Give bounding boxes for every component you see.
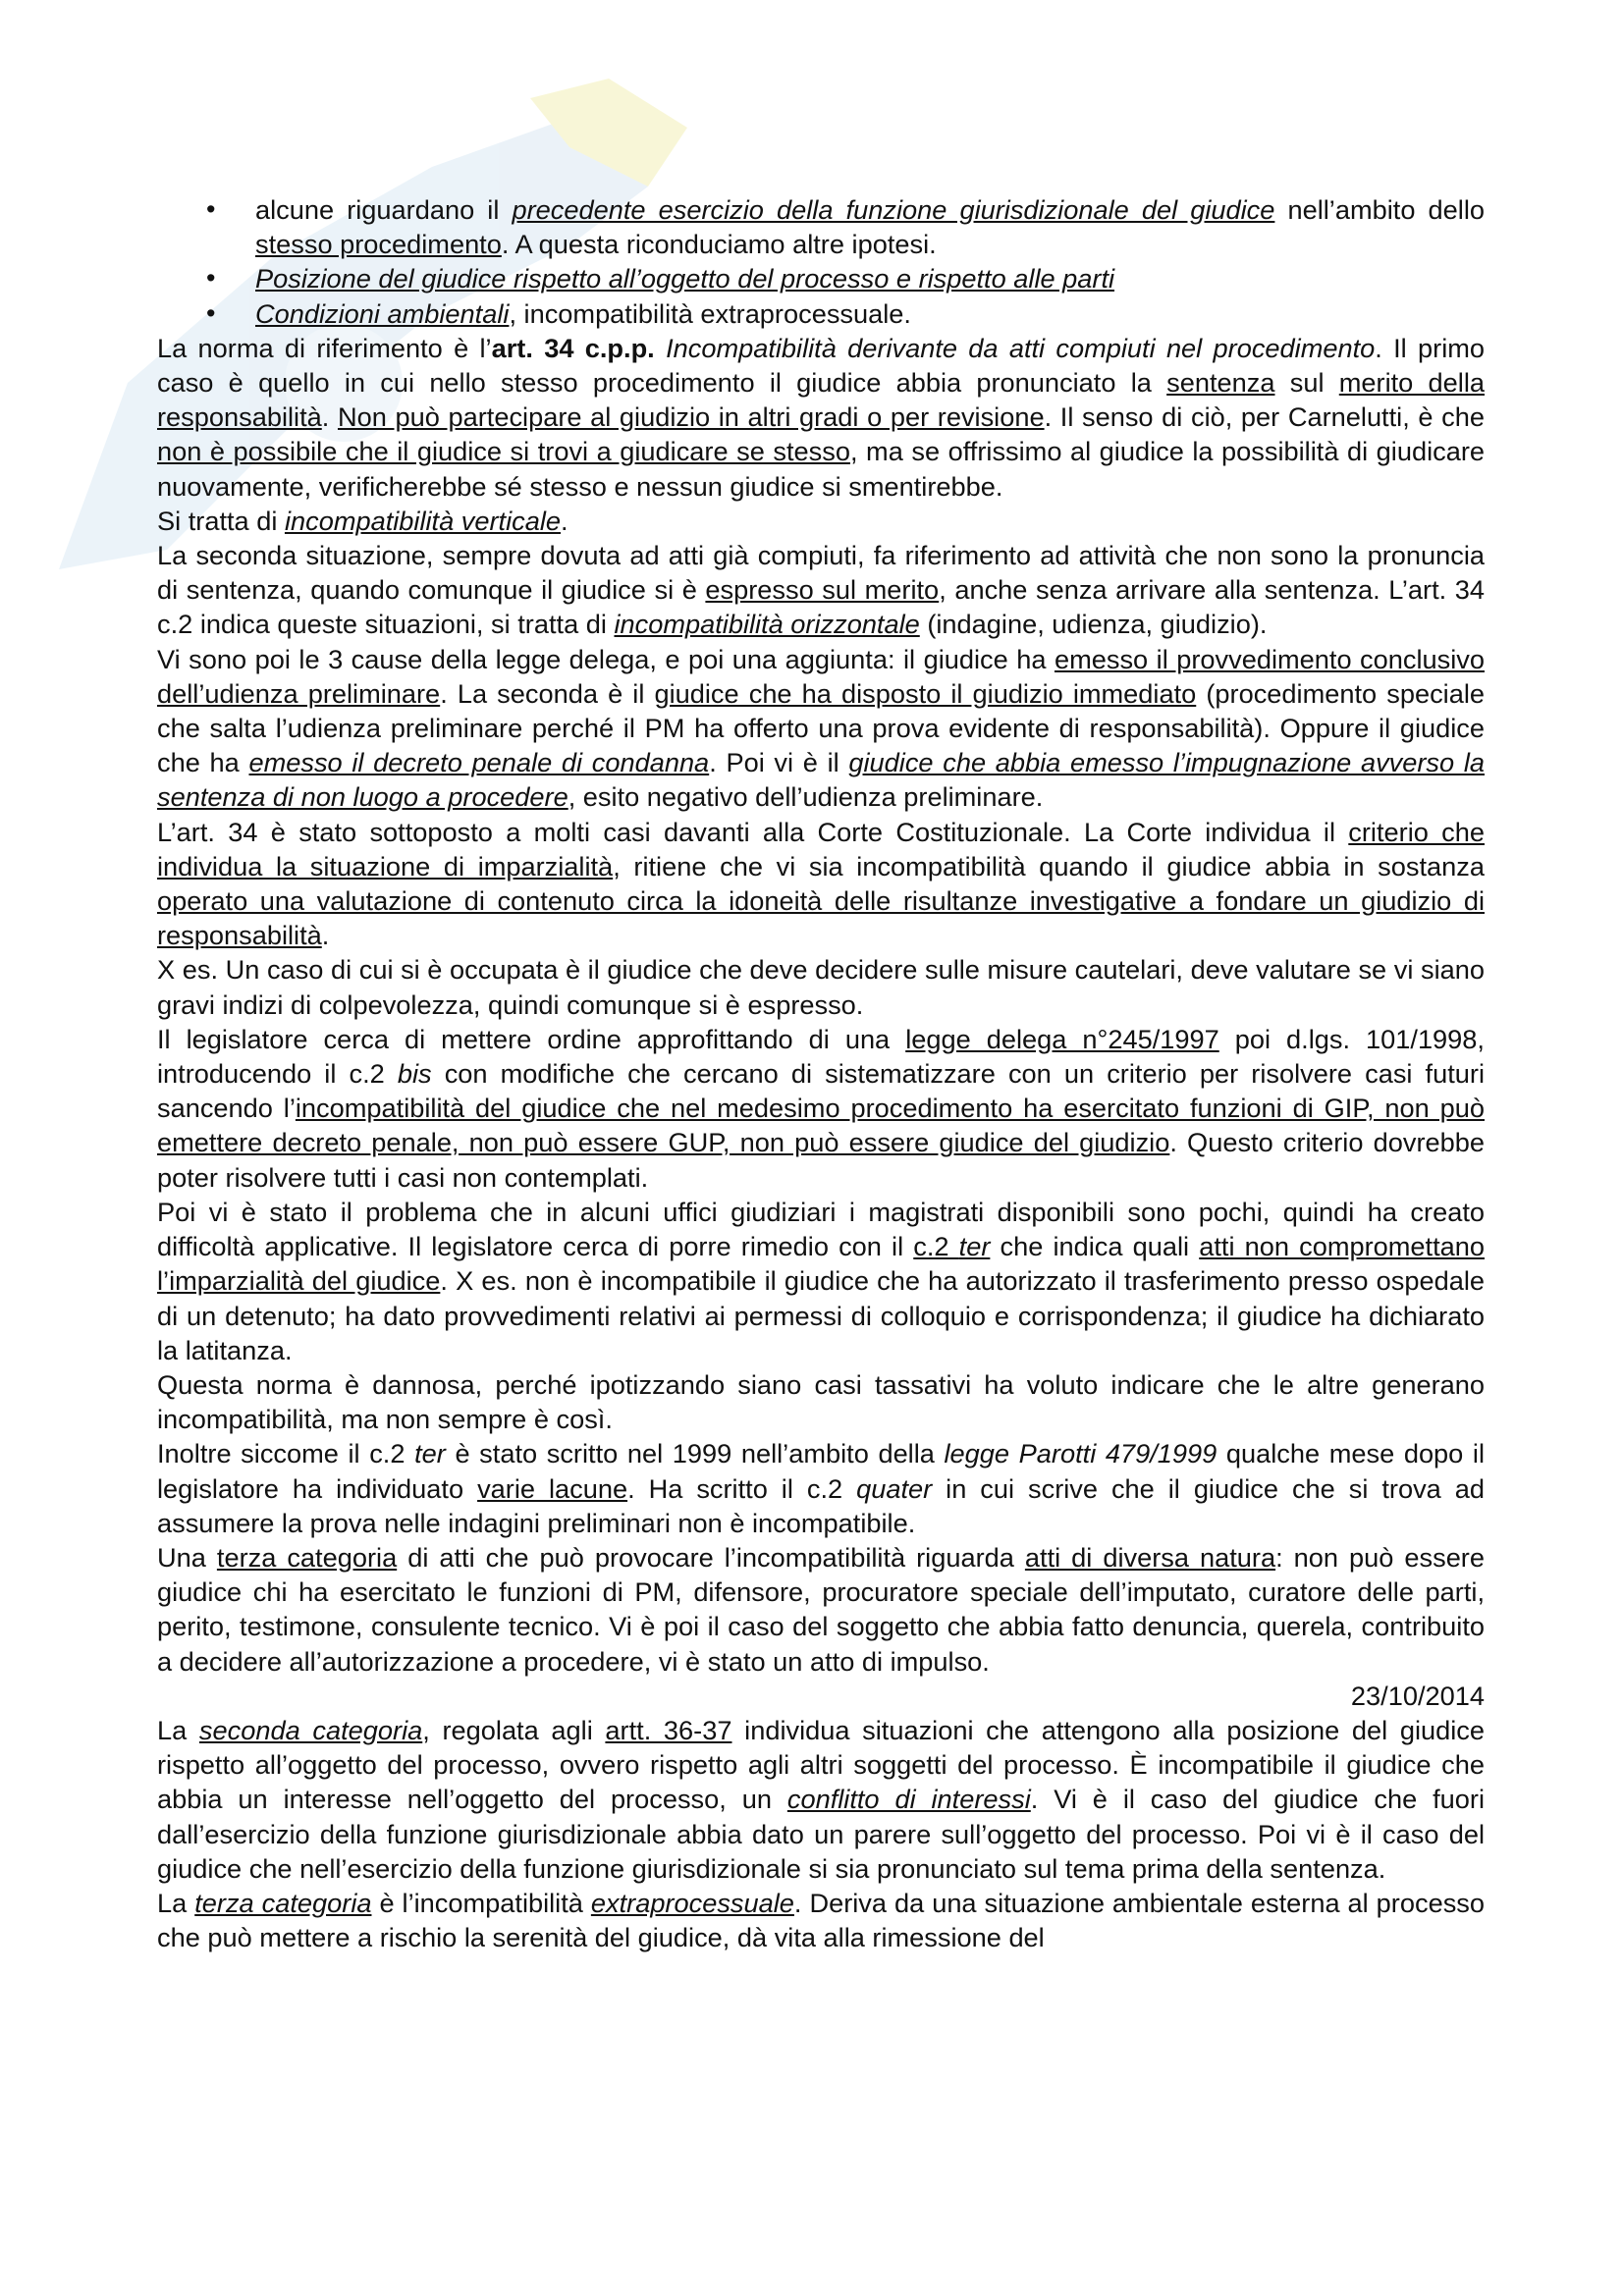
text-run: nell’ambito dello xyxy=(1274,194,1485,225)
bullet-item xyxy=(157,261,1485,295)
lecture-date: 23/10/2014 xyxy=(1350,1680,1485,1711)
text-run: . X es. non è incompatibile il giudice che ha autorizzato il trasferimento presso ospedale di un detenuto; ha dato provvedimenti relativi ai permessi di colloquio e corrispondenza; il giudice ha dichiarato la latitanza. xyxy=(157,1265,1485,1365)
paragraph xyxy=(157,1367,1485,1436)
text-run: Vi sono poi le 3 cause della legge delega, e poi una aggiunta: il giudice ha xyxy=(157,643,1055,674)
text-run: , incompatibilità extraprocessuale. xyxy=(509,297,911,329)
text-run: poi d.lgs. 101/1998, introducendo il c.2 xyxy=(157,1023,1485,1090)
paragraph xyxy=(157,504,1485,538)
text-run: terza categoria xyxy=(194,1887,372,1918)
text-run: che indica quali xyxy=(990,1231,1200,1262)
text-run: c.2 xyxy=(913,1231,959,1262)
text-run: di atti che può provocare l’incompatibilità riguarda xyxy=(397,1541,1025,1573)
text-run: è l’incompatibilità xyxy=(371,1887,591,1918)
text-run: operato una valutazione di contenuto circa la idoneità delle risultanze investigative a fondare un giudizio di responsabilità xyxy=(157,885,1485,951)
text-run: ter xyxy=(414,1438,446,1469)
paragraph-list xyxy=(157,331,1485,1679)
text-run: legge Parotti 479/1999 xyxy=(944,1438,1217,1469)
text-run: (indagine, udienza, giudizio). xyxy=(919,609,1268,640)
paragraph xyxy=(157,952,1485,1021)
text-run: , ma se offrissimo al giudice la possibilità di giudicare nuovamente, verificherebbe sé stesso e nessun giudice si smentirebbe. xyxy=(157,436,1485,502)
text-run: art. 34 c.p.p. xyxy=(491,332,655,363)
text-run: , anche senza arrivare alla sentenza. L’art. 34 c.2 indica queste situazioni, si tratta di xyxy=(157,574,1486,640)
text-run: terza categoria xyxy=(216,1541,398,1573)
text-run: alcune riguardano il xyxy=(255,194,513,225)
text-run: (procedimento speciale che salta l’udienza preliminare perché il PM ha offerto una prova evidente di responsabilità). Oppure il giudice che ha xyxy=(157,677,1485,778)
text-run: incompatibilità del giudice che nel medesimo procedimento ha esercitato funzioni di GIP, non può emettere decreto penale, non può essere GUP, non può essere giudice del giudizio xyxy=(157,1093,1486,1158)
bullet-list xyxy=(157,192,1485,331)
text-run: . La seconda è il xyxy=(440,677,655,709)
text-run: Posizione del giudice rispetto all’oggetto del processo e rispetto alle parti xyxy=(255,263,1115,294)
text-run: L’art. 34 è stato sottoposto a molti casi davanti alla Corte Costituzionale. La Corte individua il xyxy=(157,816,1349,847)
text-run: sul xyxy=(1274,367,1339,399)
text-run xyxy=(655,333,666,363)
text-run: emesso il provvedimento conclusivo dell’udienza preliminare xyxy=(157,643,1485,709)
text-run: emesso il decreto penale di condanna xyxy=(248,747,710,778)
text-run: legge delega n°245/1997 xyxy=(905,1023,1219,1054)
paragraph xyxy=(157,1195,1485,1367)
text-run: precedente esercizio della funzione giurisdizionale del giudice xyxy=(512,194,1275,225)
text-run: conflitto di interessi xyxy=(786,1784,1031,1815)
text-run: . Il senso di ciò, per Carnelutti, è che xyxy=(1044,401,1485,433)
text-run: , ritiene che vi sia incompatibilità quando il giudice abbia in sostanza xyxy=(613,850,1485,881)
text-run: Incompatibilità derivante da atti compiuti nel procedimento xyxy=(666,332,1376,363)
paragraph xyxy=(157,1540,1485,1679)
text-run: La xyxy=(157,1887,195,1918)
text-run: . Il primo caso è quello in cui nello stesso procedimento il giudice abbia pronunciato la xyxy=(157,332,1485,399)
text-run: Si tratta di xyxy=(157,505,285,536)
bullet-item xyxy=(157,296,1485,331)
text-run: Condizioni ambientali xyxy=(255,297,510,329)
paragraph xyxy=(157,1436,1485,1540)
text-run: , esito negativo dell’udienza preliminare. xyxy=(568,781,1044,813)
text-run: Il legislatore cerca di mettere ordine approfittando di una xyxy=(157,1023,906,1054)
text-run: merito della responsabilità xyxy=(157,367,1486,433)
text-run: . xyxy=(321,401,338,433)
text-run: Una xyxy=(157,1541,217,1573)
text-run: individua situazioni che attengono alla posizione del giudice rispetto all’oggetto del processo, ovvero rispetto agli altri soggetti del processo. È incompatibile il giudice che abbia un interesse nell’oggetto del processo, un xyxy=(157,1714,1486,1815)
text-run: Poi vi è stato il problema che in alcuni uffici giudiziari i magistrati disponibili sono pochi, quindi ha creato difficoltà applicative. Il legislatore cerca di porre rimedio con il xyxy=(157,1196,1485,1262)
paragraph xyxy=(157,1886,1485,1954)
text-run: non è possibile che il giudice si trovi a giudicare se stesso xyxy=(157,436,850,467)
text-run: stesso procedimento xyxy=(255,229,502,260)
text-run: , regolata agli xyxy=(422,1714,606,1745)
text-run: La xyxy=(157,1714,199,1745)
document-body xyxy=(157,192,1485,1954)
text-run: giudice che abbia emesso l’impugnazione avverso la sentenza di non luogo a procedere xyxy=(157,747,1486,813)
text-run: bis xyxy=(397,1058,432,1090)
text-run: . Vi è il caso del giudice che fuori dall’esercizio della funzione giurisdizionale abbia dato un parere sull’oggetto del processo. Poi vi è il caso del giudice che nell’esercizio della funzione giurisdizionale si sia pronunciato sul tema prima della sentenza. xyxy=(157,1784,1486,1884)
text-run: . Questo criterio dovrebbe poter risolvere tutti i casi non contemplati. xyxy=(157,1127,1485,1193)
text-run: La norma di riferimento è l’ xyxy=(157,332,492,363)
text-run: in cui scrive che il giudice che si trova ad assumere la prova nelle indagini preliminari non è incompatibile. xyxy=(157,1472,1485,1538)
text-run: Non può partecipare al giudizio in altri gradi o per revisione xyxy=(337,401,1045,433)
paragraph xyxy=(157,1022,1485,1195)
text-run: artt. 36-37 xyxy=(605,1714,732,1745)
paragraph xyxy=(157,815,1485,953)
text-run: : non può essere giudice chi ha esercitato le funzioni di PM, difensore, procuratore speciale dell’imputato, curatore delle parti, perito, testimone, consulente tecnico. Vi è poi il caso del soggetto che abbia fatto denuncia, querela, contribuito a decidere all’autorizzazione a procedere, vi è stato un atto di impulso. xyxy=(157,1541,1485,1677)
text-run: . Deriva da una situazione ambientale esterna al processo che può mettere a rischio la serenità del giudice, dà vita alla rimessione del xyxy=(157,1887,1486,1953)
text-run: . xyxy=(321,920,330,951)
text-run: . Poi vi è il xyxy=(709,747,849,778)
text-run: atti non compromettano l’imparzialità del giudice xyxy=(157,1231,1485,1297)
paragraph xyxy=(157,331,1485,504)
text-run: incompatibilità verticale xyxy=(284,505,562,536)
text-run: è stato scritto nel 1999 nell’ambito della xyxy=(445,1438,945,1469)
text-run: ter xyxy=(958,1231,991,1262)
text-run: qualche mese dopo il legislatore ha individuato xyxy=(157,1438,1485,1504)
text-run: Questa norma è dannosa, perché ipotizzando siano casi tassativi ha voluto indicare che le altre generano incompatibilità, ma non sempre è così. xyxy=(157,1368,1485,1435)
text-run: incompatibilità orizzontale xyxy=(614,609,920,640)
paragraph-list-2 xyxy=(157,1713,1485,1954)
text-run: seconda categoria xyxy=(198,1714,423,1745)
text-run: quater xyxy=(856,1472,933,1504)
text-run: atti di diversa natura xyxy=(1024,1541,1276,1573)
text-run: extraprocessuale xyxy=(590,1887,794,1918)
text-run: . A questa riconduciamo altre ipotesi. xyxy=(501,229,937,260)
paragraph xyxy=(157,1713,1485,1886)
bullet-item xyxy=(157,192,1485,261)
text-run: Inoltre siccome il c.2 xyxy=(157,1438,415,1469)
text-run: X es. Un caso di cui si è occupata è il giudice che deve decidere sulle misure cautelari, deve valutare se vi siano gravi indizi di colpevolezza, quindi comunque si è espresso. xyxy=(157,954,1485,1020)
text-run: criterio che individua la situazione di imparzialità xyxy=(157,816,1485,881)
text-run: espresso sul merito xyxy=(705,574,940,606)
text-run: La seconda situazione, sempre dovuta ad atti già compiuti, fa riferimento ad attività che non sono la pronuncia di sentenza, quando comunque il giudice si è xyxy=(157,540,1485,606)
text-run: con modifiche che cercano di sistematizzare con un criterio per risolvere casi futuri sancendo l’ xyxy=(157,1058,1485,1124)
text-run: sentenza xyxy=(1166,367,1275,399)
paragraph xyxy=(157,538,1485,642)
text-run: . xyxy=(561,505,568,536)
text-run: varie lacune xyxy=(477,1472,628,1504)
text-run: . Ha scritto il c.2 xyxy=(627,1472,857,1504)
text-run: giudice che ha disposto il giudizio immediato xyxy=(654,677,1197,709)
paragraph xyxy=(157,642,1485,815)
